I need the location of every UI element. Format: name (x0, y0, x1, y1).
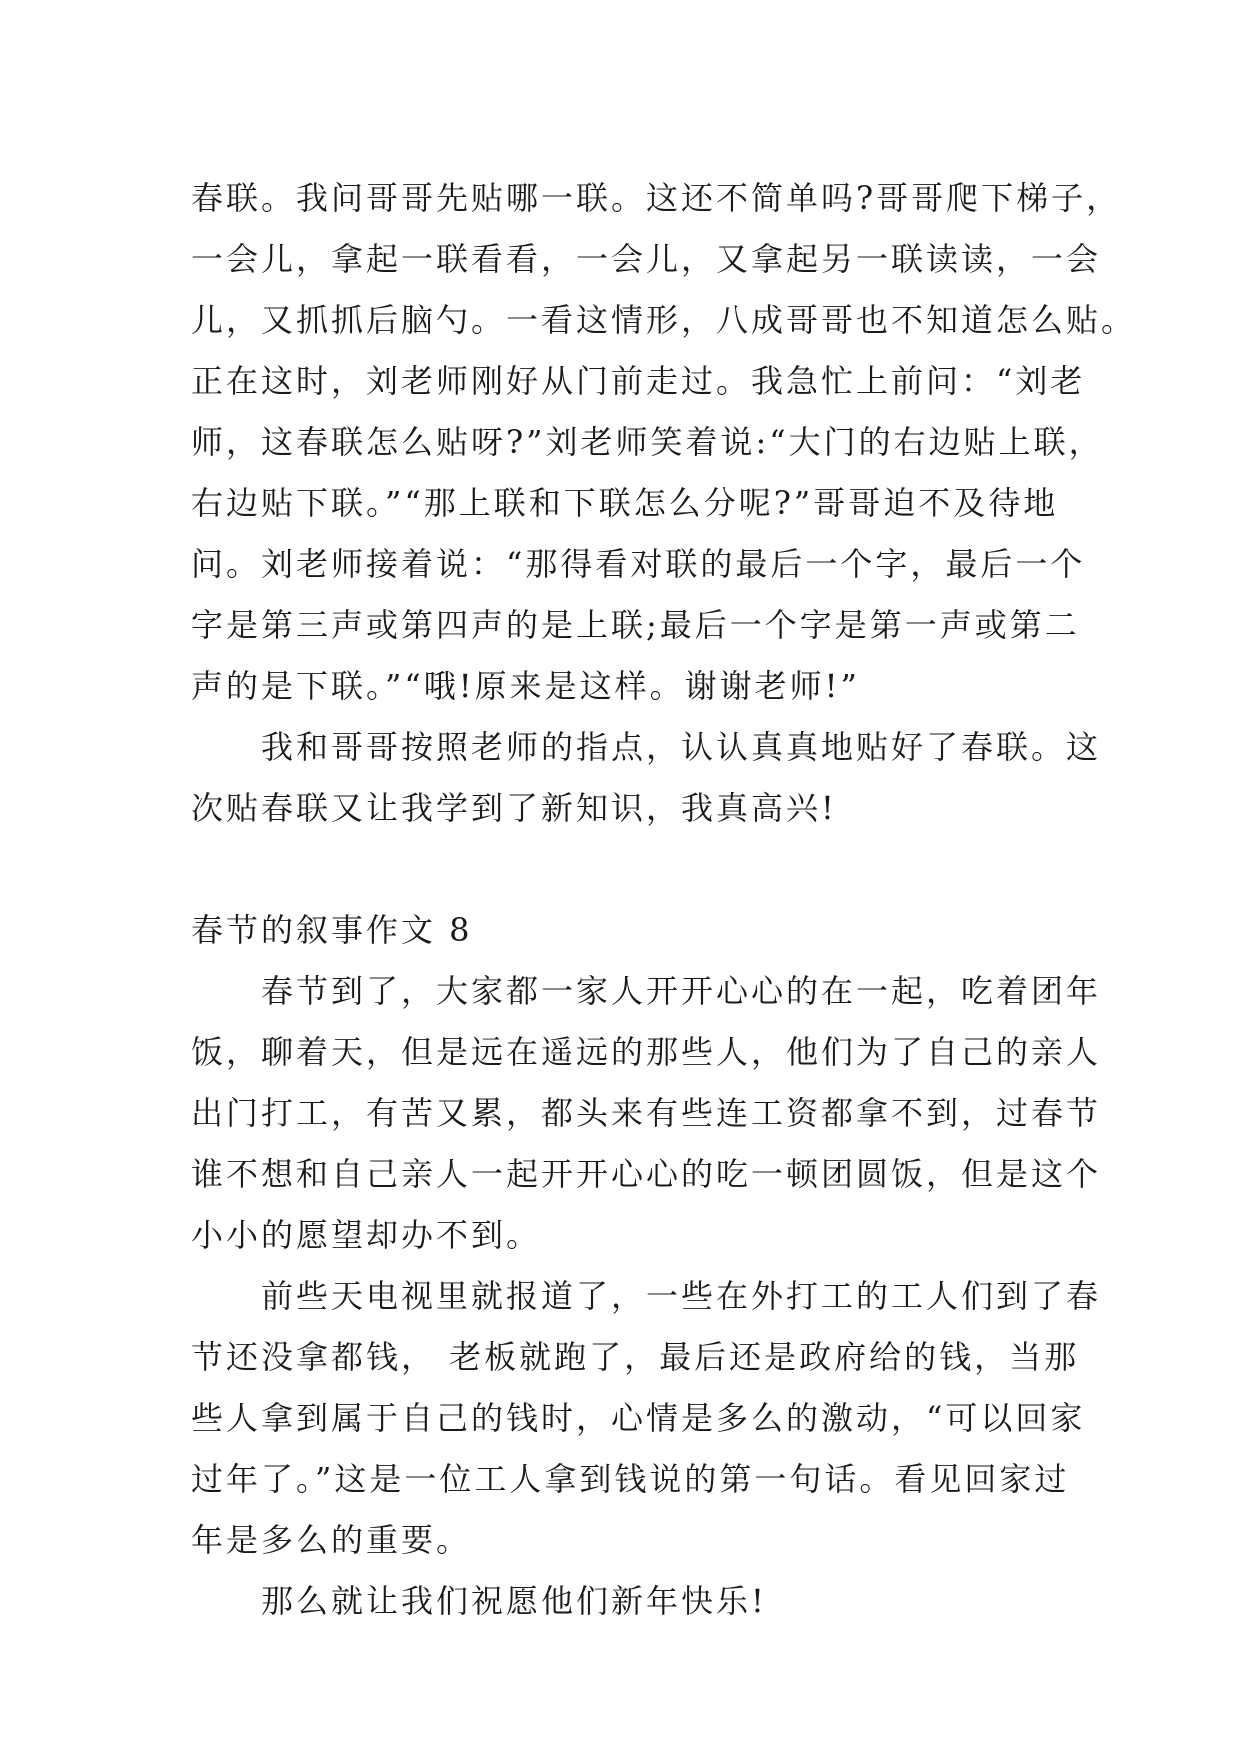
text-line: 节还没拿都钱， 老板就跑了，最后还是政府给的钱，当那 (191, 1338, 1080, 1376)
text-line: 那么就让我们祝愿他们新年快乐! (261, 1582, 767, 1620)
text-line: 右边贴下联。”“那上联和下联怎么分呢?”哥哥迫不及待地 (191, 484, 1059, 522)
text-line: 次贴春联又让我学到了新知识，我真高兴! (191, 789, 837, 827)
document-body (191, 168, 1137, 1632)
text-line: 声的是下联。”“哦!原来是这样。谢谢老师!” (191, 667, 860, 705)
text-line: 过年了。”这是一位工人拿到钱说的第一句话。看见回家过 (191, 1460, 1070, 1498)
text-line: 些人拿到属于自己的钱时，心情是多么的激动，“可以回家 (191, 1399, 1086, 1437)
paragraph-new-year-wish (191, 1571, 1051, 1632)
paragraph-couplet-conclusion (191, 717, 1102, 839)
text-line: 字是第三声或第四声的是上联;最后一个字是第一声或第二 (191, 606, 1080, 644)
text-line: 前些天电视里就报道了，一些在外打工的工人们到了春 (261, 1277, 1102, 1315)
text-line: 问。刘老师接着说：“那得看对联的最后一个字，最后一个 (191, 545, 1086, 583)
paragraph-spring-festival-workers (191, 961, 1102, 1266)
paragraph-couplet-story (191, 168, 1137, 717)
text-line: 年是多么的重要。 (191, 1521, 472, 1559)
text-line: 饭，聊着天，但是远在遥远的那些人，他们为了自己的亲人 (191, 1033, 1102, 1071)
heading-text: 春节的叙事作文 8 (191, 911, 473, 949)
text-line: 师，这春联怎么贴呀?”刘老师笑着说:“大门的右边贴上联， (191, 423, 1104, 461)
text-line: 正在这时，刘老师刚好从门前走过。我急忙上前问：“刘老 (191, 362, 1086, 400)
text-line: 春联。我问哥哥先贴哪一联。这还不简单吗?哥哥爬下梯子， (191, 179, 1122, 217)
paragraph-news-report (191, 1266, 1102, 1571)
text-line: 我和哥哥按照老师的指点，认认真真地贴好了春联。这 (261, 728, 1102, 766)
text-line: 春节到了，大家都一家人开开心心的在一起，吃着团年 (261, 972, 1102, 1010)
text-line: 一会儿，拿起一联看看，一会儿，又拿起另一联读读，一会 (191, 240, 1102, 278)
section-heading (191, 900, 1051, 961)
text-line: 谁不想和自己亲人一起开开心心的吃一顿团圆饭，但是这个 (191, 1155, 1102, 1193)
text-line: 小小的愿望却办不到。 (191, 1216, 542, 1254)
text-line: 儿，又抓抓后脑勺。一看这情形，八成哥哥也不知道怎么贴。 (191, 301, 1137, 339)
text-line: 出门打工，有苦又累，都头来有些连工资都拿不到，过春节 (191, 1094, 1102, 1132)
